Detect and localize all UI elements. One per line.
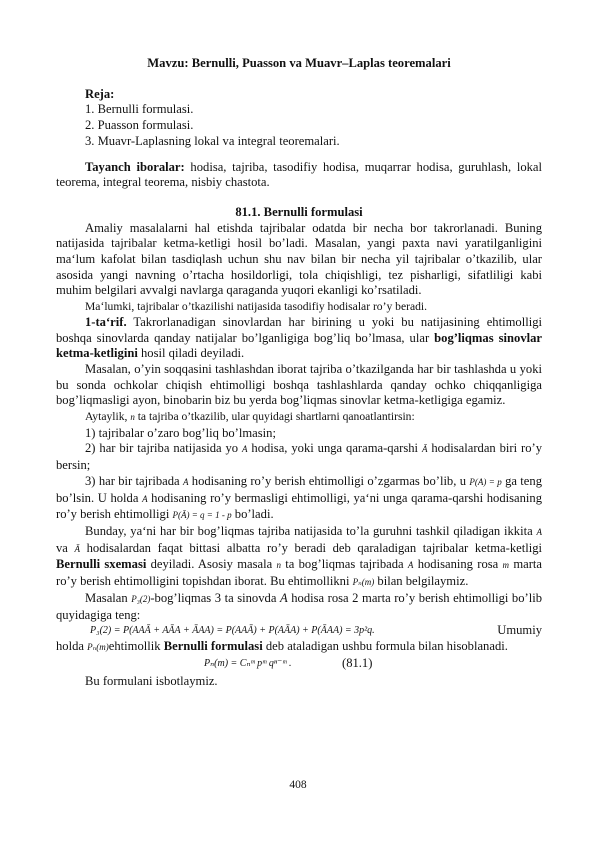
page-title: Mavzu: Bernulli, Puasson va Muavr–Laplas teoremalari	[147, 56, 451, 70]
formula-number: (81.1)	[342, 655, 373, 670]
definition-label: 1-ta‘rif.	[85, 314, 127, 329]
equation-p3-2: P₃(2) = P(AAĀ + AĀA + ĀAA) = P(AAĀ) + P(AĀA) + P(ĀAA) = 3p²q. Umumiy	[90, 623, 542, 638]
paragraph-2: Ma‘lumki, tajribalar o’tkazilishi natijasida tasodifiy hodisalar ro’y beradi.	[85, 300, 428, 314]
page-number: 408	[289, 779, 307, 791]
section-title: 81.1. Bernulli formulasi	[235, 204, 363, 219]
paragraph-6: Masalan P₃(2)-bog’liqmas 3 ta sinovda A hodisa rosa 2 marta ro’y berish ehtimolligi bo’lib quyidagiga teng:	[56, 590, 542, 622]
formula-expression: Pₙ(m) = Cₙᵐ pᵐ qⁿ⁻ᵐ .	[204, 657, 292, 669]
condition-3: 3) har bir tajribada A hodisaning ro’y berish ehtimolligi o’zgarmas bo’lib, u P(A) = p ga teng bo’lsin. U holda A hodisaning ro’y bermasligi ehtimolligi, ya‘ni unga qarama-qarshi hodisaning ro’y berish ehtimolligi P(Ā) = q = 1 - p bo’ladi.	[56, 473, 542, 522]
keywords-label: Tayanch iboralar:	[85, 159, 185, 174]
plan-heading: Reja:	[85, 86, 115, 101]
keywords-paragraph: Tayanch iboralar: hodisa, tajriba, tasodifiy hodisa, muqarrar hodisa, guruhlash, lokal teorema, integral teorema, nisbiy chastota.	[56, 159, 542, 190]
plan-item-1: 1. Bernulli formulasi.	[85, 102, 194, 117]
umumiy-word: Umumiy	[497, 623, 542, 638]
condition-2: 2) har bir tajriba natijasida yo A hodisa, yoki unga qarama-qarshi Ā hodisalardan biri ro’y bersin;	[56, 441, 542, 473]
bernoulli-formula	[56, 656, 542, 674]
paragraph-8: Bu formulani isbotlaymiz.	[85, 673, 218, 688]
paragraph-4: Aytaylik, n ta tajriba o’tkazilib, ular quyidagi shartlarni qanoatlantirsin:	[85, 410, 415, 424]
paragraph-1: Amaliy masalalarni hal etishda tajribalar odatda bir necha bor takrorlanadi. Buning natijasida tajribalar ketma-ketligi hosil bo’ladi. Masalan, yangi paxta navi yaratilganligini ma‘lum kafolat bilan tasdiqlash uchun shu nav bilan bir necha yil tajribalar o’tkazilib, ular asosida yangi navning o’rtacha hosildorligi, tola chiqishligi, tez pisharligi, sifatliligi kabi muhim belgilari avvalgi navlarga qaraganda yuqori ekanligi ko’rsatiladi.	[56, 220, 542, 298]
paragraph-7: holda Pₙ(m)ehtimollik Bernulli formulasi deb ataladigan ushbu formula bilan hisoblanadi.	[56, 638, 508, 653]
paragraph-5: Bunday, ya‘ni har bir bog’liqmas tajriba natijasida to’la guruhni tashkil qiladigan ikkita A va Ā hodisalardan faqat bittasi albatta ro’y beradi deb qaraladigan tajribalar ketma-ketligi Bernulli sxemasi deyiladi. Asosiy masala n ta bog’liqmas tajribada A hodisaning rosa m marta ro’y berish ehtimolligini topishdan iborat. Bu ehtimollikni Pₙ(m) bilan belgilaymiz.	[56, 523, 542, 589]
plan-item-2: 2. Puasson formulasi.	[85, 118, 194, 133]
paragraph-3: Masalan, o’yin soqqasini tashlashdan iborat tajriba o’tkazilganda har bir tashlashda u yoki bu sonda ochkolar chiqish ehtimolligi boshqa tashlashlarda qanday ochko chiqqanligiga bog’liqmasligi ayon, binobarin biz bu yerda bog’liqmas sinovlar ketma-ketligiga egamiz.	[56, 361, 542, 408]
page-body	[56, 56, 542, 689]
plan-item-3: 3. Muavr-Laplasning lokal va integral teoremalari.	[85, 133, 340, 148]
condition-1: 1) tajribalar o’zaro bog’liq bo’lmasin;	[85, 425, 276, 440]
definition-paragraph: 1-ta‘rif. Takrorlanadigan sinovlardan har birining u yoki bu natijasining ehtimolligi boshqa sinovlarda qanday natijalar bo’lganligiga bog’liq bo’lmasa, ular bog’liqmas sinovlar ketma-ketligini hosil qiladi deyiladi.	[56, 314, 542, 361]
